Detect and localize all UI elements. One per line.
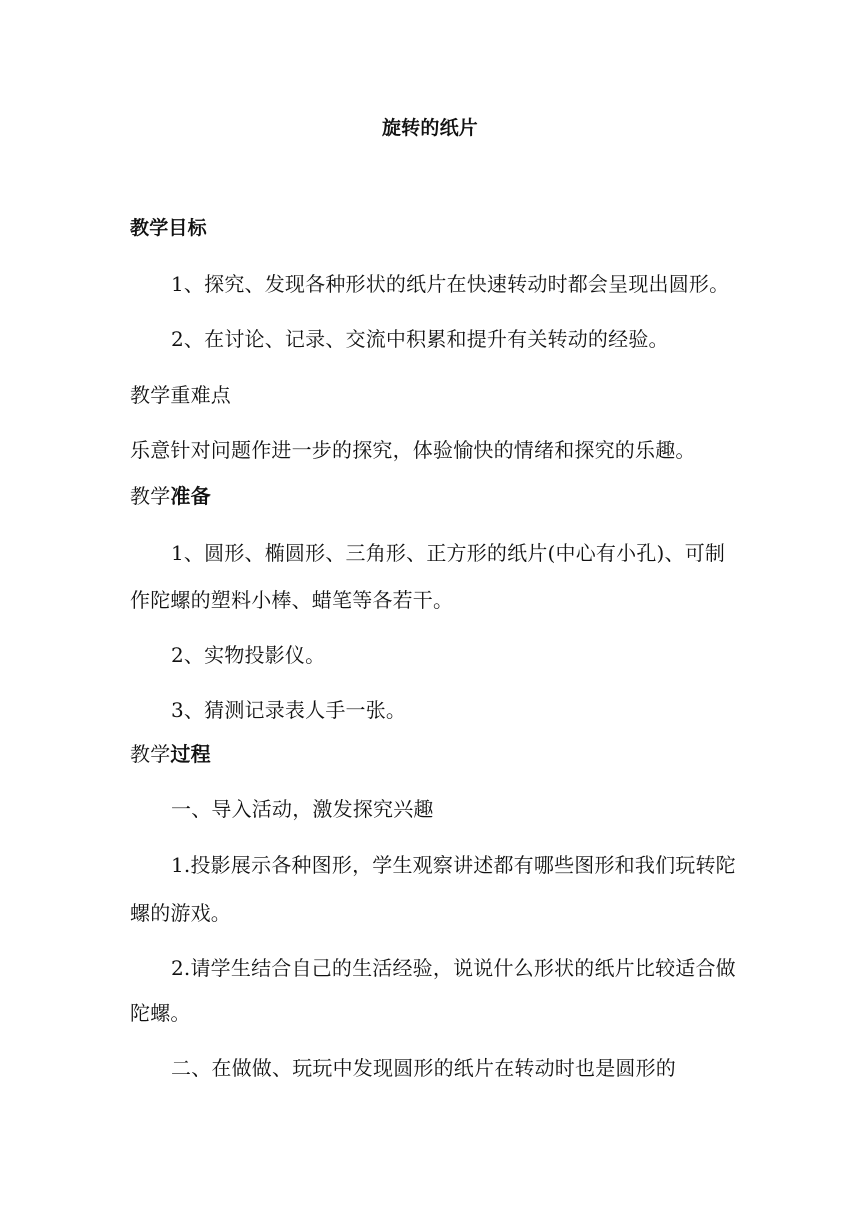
prep-heading-prefix: 教学 [130, 484, 171, 508]
objective-item-2: 2、在讨论、记录、交流中积累和提升有关转动的经验。 [171, 327, 669, 351]
key-points-heading: 教学重难点 [130, 383, 231, 407]
process-1-2-line-1: 2.请学生结合自己的生活经验，说说什么形状的纸片比较适合做 [171, 956, 736, 980]
prep-item-2: 2、实物投影仪。 [171, 643, 326, 667]
process-heading-bold: 过程 [170, 742, 211, 766]
process-part-1: 一、导入活动，激发探究兴趣 [171, 797, 434, 821]
process-heading [130, 742, 730, 766]
key-points-text: 乐意针对问题作进一步的探究，体验愉快的情绪和探究的乐趣。 [130, 438, 696, 462]
process-1-2-line-2: 陀螺。 [130, 1001, 191, 1025]
objective-item-1: 1、探究、发现各种形状的纸片在快速转动时都会呈现出圆形。 [171, 272, 730, 296]
prep-item-3: 3、猜测记录表人手一张。 [171, 698, 407, 722]
objectives-heading: 教学目标 [130, 217, 207, 239]
process-1-1-line-1: 1.投影展示各种图形，学生观察讲述都有哪些图形和我们玩转陀 [171, 853, 736, 877]
process-1-1-line-2: 螺的游戏。 [130, 901, 231, 925]
process-part-2: 二、在做做、玩玩中发现圆形的纸片在转动时也是圆形的 [171, 1056, 676, 1080]
prep-item-1-line-2: 作陀螺的塑料小棒、蜡笔等各若干。 [130, 588, 454, 612]
prep-item-1-line-1: 1、圆形、椭圆形、三角形、正方形的纸片(中心有小孔)、可制 [171, 541, 726, 565]
prep-heading-bold: 准备 [170, 484, 211, 508]
document-title: 旋转的纸片 [381, 117, 478, 139]
process-heading-prefix: 教学 [130, 742, 171, 766]
prep-heading [130, 484, 730, 508]
